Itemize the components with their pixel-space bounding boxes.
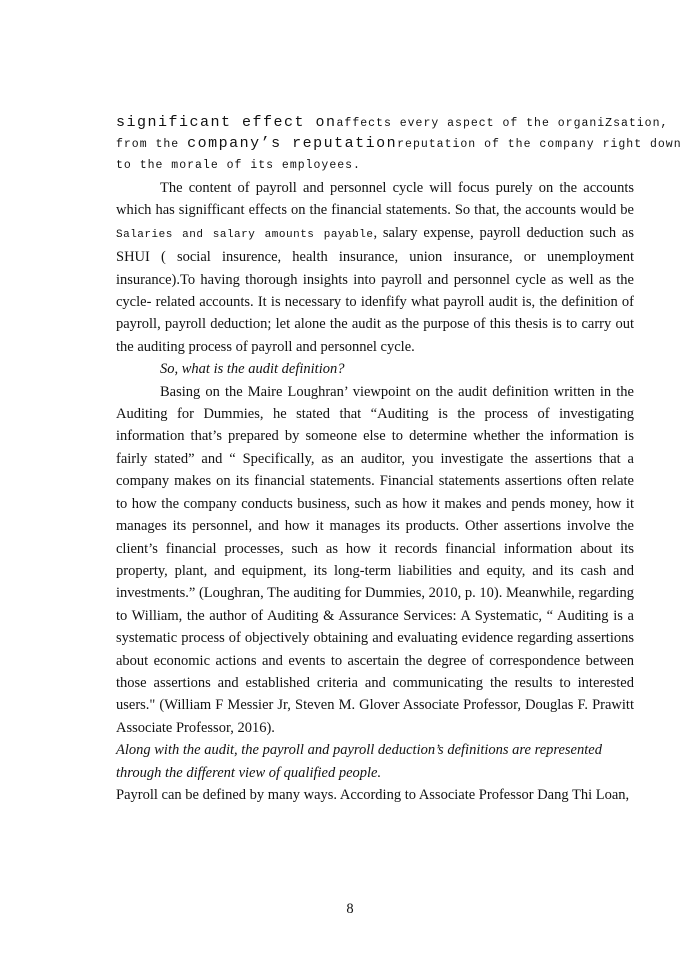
paragraph-1-mono-text: Salaries and salary amounts payable — [116, 228, 374, 241]
continuation-line-1 — [116, 112, 669, 135]
continuation-big-text-2: company’s reputation — [187, 135, 398, 152]
paragraph-payroll-content — [116, 177, 634, 358]
page-number: 8 — [346, 901, 354, 917]
continuation-line-2 — [116, 134, 682, 155]
question-heading: So, what is the audit definition? — [160, 361, 345, 378]
italic-heading: Along with the audit, the payroll and payroll deduction’s definitions are represented through the different view of qualified people. — [116, 742, 602, 781]
paragraph-audit-definition: Basing on the Maire Loughran’ viewpoint on the audit definition written in the Auditing for Dummies, he stated that “Auditing is the process of investigating information that’s prepared by someone else to determine whether the information is fairly stated” and “ Specifically, as an auditor, you investigate the assertions that a company makes on its financial statements. Financial statements assertions often relate to how the company conducts business, such as how it makes and pends money, how it manages its personnel, and how it manages its products. Other assertions involve the client’s financial processes, such as how it records financial information about its property, plant, and equipment, its long-term liabilities and equity, and its cash and investments.” (Loughran, The auditing for Dummies, 2010, p. 10). Meanwhile, regarding to William, the author of Auditing & Assurance Services: A Systematic, “ Auditing is a systematic process of objectively obtaining and evaluating evidence regarding assertions about economic actions and events to ascertain the degree of correspondence between those assertions and established criteria and communicating the results to interested users." (William F Messier Jr, Steven M. Glover Associate Professor, Douglas F. Prawitt Associate Professor, 2016). — [116, 383, 634, 736]
paragraph-payroll-definition: Payroll can be defined by many ways. According to Associate Professor Dang Thi Loan, — [116, 786, 630, 803]
continuation-line-3: to the morale of its employees. — [116, 159, 361, 172]
continuation-small-text-2a: from the — [116, 138, 188, 151]
continuation-small-text-1: affects every aspect of the organiZsation, — [336, 117, 669, 130]
continuation-small-text-2b: reputation of the company right down — [397, 138, 682, 151]
paragraph-1-text-b: , salary expense, payroll deduction such as SHUI ( social insurence, health insurance, union insurance, or unemployment insurance).To having thorough insights into payroll and personnel cycle as well as the cycle- related accounts. It is necessary to idenfify what payroll audit is, the definition of payroll, payroll deduction; let alone the audit as the purpose of this thesis is to carry out the auditing process of payroll and personnel cycle. — [116, 224, 634, 355]
paragraph-1-text-a: The content of payroll and personnel cycle will focus purely on the accounts which has signifficant effects on the financial statements. So that, the accounts would be — [116, 180, 634, 219]
body-text — [116, 177, 634, 806]
continuation-big-text-1: significant effect on — [116, 114, 337, 131]
